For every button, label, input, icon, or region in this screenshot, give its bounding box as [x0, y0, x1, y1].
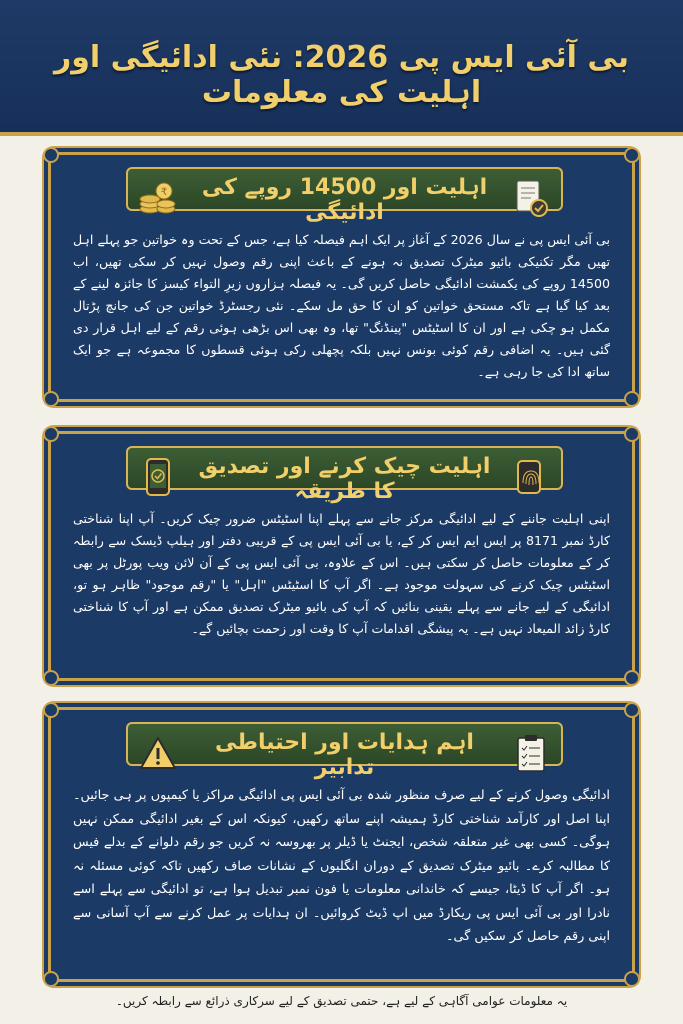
corner-ornament: [624, 391, 640, 407]
section-title: اہم ہدایات اور احتیاطی تدابیر: [215, 730, 474, 780]
corner-ornament: [624, 670, 640, 686]
section-title-banner: [126, 446, 563, 504]
corner-ornament: [624, 971, 640, 987]
svg-text:₹: ₹: [160, 187, 168, 198]
section-title-banner: [126, 722, 563, 780]
page-title: بی آئی ایس پی 2026: نئی ادائیگی اور اہلیت کی معلومات: [53, 40, 630, 110]
corner-ornament: [624, 702, 640, 718]
section-title: اہلیت اور 14500 روپے کی ادائیگی: [201, 175, 488, 225]
section-title-banner: [126, 167, 563, 225]
corner-ornament: [43, 391, 59, 407]
clipboard-checklist-icon: [509, 731, 553, 775]
section-title: اہلیت چیک کرنے اور تصدیق کا طریقہ: [198, 454, 491, 504]
corner-ornament: [43, 147, 59, 163]
document-check-icon: [509, 176, 553, 220]
corner-ornament: [43, 670, 59, 686]
phone-check-icon: [136, 455, 180, 499]
coins-icon: [136, 176, 180, 220]
section-check-verification: [48, 431, 635, 681]
corner-ornament: [624, 147, 640, 163]
corner-ornament: [43, 971, 59, 987]
corner-ornament: [43, 702, 59, 718]
corner-ornament: [624, 426, 640, 442]
section-instructions-precautions: [48, 707, 635, 982]
warning-icon: [136, 731, 180, 775]
corner-ornament: [43, 426, 59, 442]
section-body: اپنی اہلیت جاننے کے لیے ادائیگی مرکز جانے سے پہلے اپنا اسٹیٹس ضرور چیک کریں۔ آپ اپنا شناختی کارڈ نمبر 8171 پر ایس ایم ایس کر کے، یا بی آئی ایس پی کے قریبی دفتر اور ہیلپ ڈیسک سے رابطہ کر کے معلومات حاصل کر سکتی ہیں۔ اس کے علاوہ، بی آئی ایس پی کے آن لائن ویب پورٹل پر بھی اسٹیٹس چیک کرنے کی سہولت موجود ہے۔ اگر آپ کا اسٹیٹس "اہل" یا "رقم موجود" ظاہر ہو تو، ادائیگی کے لیے جانے سے پہلے یقینی بنائیں کہ آپ کی بائیو میٹرک تصدیق ممکن ہے اور آپ کا شناختی کارڈ زائد المیعاد نہیں ہے۔ یہ پیشگی اقدامات آپ کا وقت اور زحمت بچائیں گے۔: [73, 511, 610, 636]
footer-disclaimer: یہ معلومات عوامی آگاہی کے لیے ہے، حتمی تصدیق کے لیے سرکاری ذرائع سے رابطہ کریں۔: [115, 994, 568, 1008]
section-body: بی آئی ایس پی نے سال 2026 کے آغاز پر ایک اہم فیصلہ کیا ہے، جس کے تحت وہ خواتین جو پہلے اہل تھیں مگر تکنیکی بائیو میٹرک تصدیق نہ ہونے کے باعث اپنی رقم وصول نہیں کر سکی تھیں، اب 14500 روپے کی یکمشت ادائیگی حاصل کریں گی۔ یہ فیصلہ ہزاروں زیرِ التواء کیسز کا جائزہ لینے کے بعد کیا گیا ہے تاکہ مستحق خواتین کو ان کا حق مل سکے۔ نئی رجسٹرڈ خواتین جن کی جانچ پڑتال مکمل ہو چکی ہے اور ان کا اسٹیٹس "پینڈنگ" تھا، وہ بھی اس بڑھی ہوئی رقم کے لیے اہل قرار دی گئی ہیں۔ یہ اضافی رقم کوئی بونس نہیں بلکہ پچھلی رکی ہوئی قسطوں کا مجموعہ ہے جو ایک ساتھ ادا کی جا رہی ہے۔: [73, 232, 610, 379]
section-eligibility-payment: [48, 152, 635, 402]
header-banner: [0, 0, 683, 136]
section-body: ادائیگی وصول کرنے کے لیے صرف منظور شدہ بی آئی ایس پی ادائیگی مراکز یا کیمپوں پر ہی جائیں۔ اپنا اصل اور کارآمد شناختی کارڈ ہمیشہ اپنے ساتھ رکھیں، کیونکہ اس کے بغیر ادائیگی ممکن نہیں ہوگی۔ کسی بھی غیر متعلقہ شخص، ایجنٹ یا ڈیلر پر بھروسہ نہ کریں جو رقم دلوانے کے بدلے فیس کا مطالبہ کرے۔ بائیو میٹرک تصدیق کے دوران انگلیوں کے نشانات صاف رکھیں تاکہ کوئی مسئلہ نہ ہو۔ اگر آپ کا ڈیٹا، جیسے کہ خاندانی معلومات یا فون نمبر تبدیل ہوا ہے، تو ادائیگی سے پہلے اسے نادرا اور بی آئی ایس پی ریکارڈ میں اپ ڈیٹ کروائیں۔ ان ہدایات پر عمل کرنے سے آپ آسانی سے اپنی رقم حاصل کر سکیں گی۔: [73, 788, 610, 944]
fingerprint-icon: [509, 455, 553, 499]
